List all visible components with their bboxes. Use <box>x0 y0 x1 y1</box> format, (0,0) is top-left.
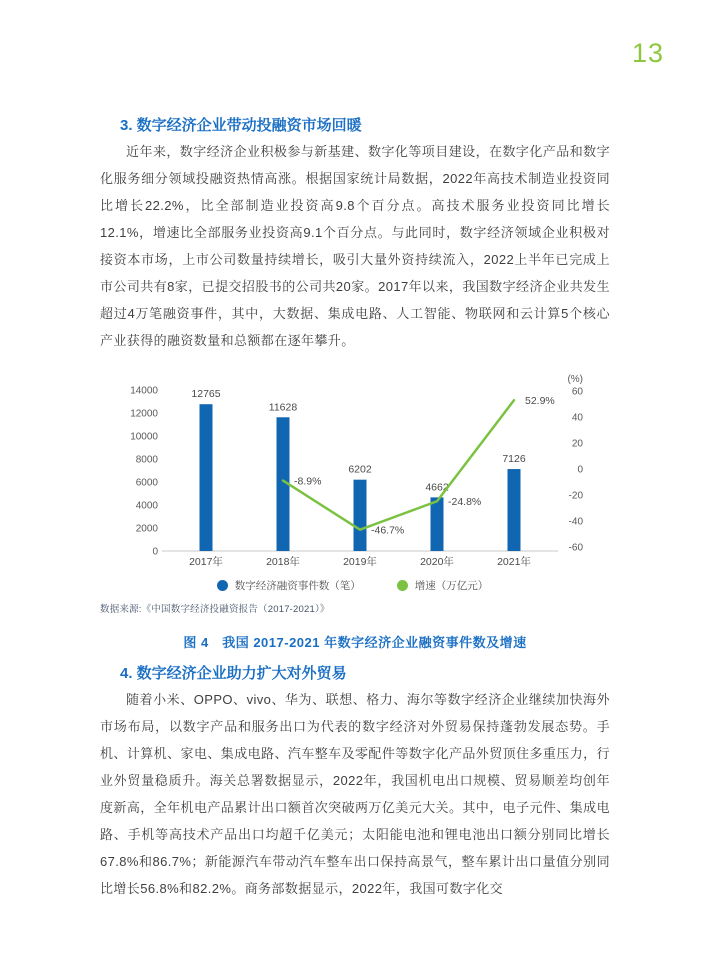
legend-item-line-series <box>397 578 489 593</box>
chart-svg <box>100 372 605 572</box>
svg-text:40: 40 <box>571 412 583 424</box>
funding-events-chart <box>100 372 605 612</box>
svg-text:11628: 11628 <box>268 401 298 414</box>
section-4-paragraph: 随着小米、OPPO、vivo、华为、联想、格力、海尔等数字经济企业继续加快海外市场布局，以数字产品和服务出口为代表的数字经济对外贸易保持蓬勃发展态势。手机、计算机、家电、集成电路、汽车整车及零配件等数字化产品外贸顶住多重压力，行业外贸量稳质升。海关总署数据显示，2022年，我国机电出口规模、贸易顺差均创年度新高，全年机电产品累计出口额首次突破两万亿美元大关。其中，电子元件、集成电路、手机等高技术产品出口均超千亿美元；太阳能电池和锂电池出口额分别同比增长67.8%和86.7%；新能源汽车带动汽车整车出口保持高景气，整车累计出口量值分别同比增长56.8%和82.2%。商务部数据显示，2022年，我国可数字化交 <box>100 692 610 896</box>
svg-text:12765: 12765 <box>191 388 221 401</box>
svg-text:-8.9%: -8.9% <box>294 475 322 488</box>
svg-text:2017年: 2017年 <box>189 556 223 568</box>
svg-text:-46.7%: -46.7% <box>371 524 405 537</box>
svg-text:14000: 14000 <box>130 385 158 397</box>
svg-text:6000: 6000 <box>135 477 158 489</box>
svg-text:52.9%: 52.9% <box>525 395 555 408</box>
svg-text:2020年: 2020年 <box>420 556 454 568</box>
svg-text:8000: 8000 <box>135 454 158 466</box>
svg-text:(%): (%) <box>567 374 583 385</box>
section-3-paragraph: 近年来，数字经济企业积极参与新基建、数字化等项目建设，在数字化产品和数字化服务细分领域投融资热情高涨。根据国家统计局数据，2022年高技术制造业投资同比增长22.2%，比全部制造业投资高9.8个百分点。高技术服务业投资同比增长12.1%，增速比全部服务业投资高9.1个百分点。与此同时，数字经济领域企业积极对接资本市场，上市公司数量持续增长，吸引大量外资持续流入，2022上半年已完成上市公司共有8家，已提交招股书的公司共20家。2017年以来，我国数字经济企业共发生超过4万笔融资事件，其中，大数据、集成电路、人工智能、物联网和云计算5个核心产业获得的融资数量和总额都在逐年攀升。 <box>100 144 610 348</box>
svg-text:2021年: 2021年 <box>497 556 531 568</box>
legend-dot-green <box>397 580 408 591</box>
svg-text:0: 0 <box>152 546 158 558</box>
svg-text:-40: -40 <box>568 516 583 528</box>
svg-text:6202: 6202 <box>348 463 372 476</box>
section-4-heading: 4. 数字经济企业助力扩大对外贸易 <box>120 665 347 682</box>
svg-text:4662: 4662 <box>425 481 449 494</box>
svg-text:2018年: 2018年 <box>266 556 300 568</box>
figure-caption: 图 4 我国 2017-2021 年数字经济企业融资事件数及增速 <box>183 635 527 650</box>
svg-text:2000: 2000 <box>135 523 158 535</box>
legend-item-bar-series <box>217 578 361 593</box>
svg-text:20: 20 <box>571 438 583 450</box>
svg-text:2019年: 2019年 <box>343 556 377 568</box>
svg-text:4000: 4000 <box>135 500 158 512</box>
svg-text:-60: -60 <box>568 542 583 554</box>
svg-text:0: 0 <box>577 464 583 476</box>
page-number: 13 <box>631 38 664 68</box>
svg-text:-20: -20 <box>568 490 583 502</box>
svg-text:10000: 10000 <box>130 431 158 443</box>
section-3-heading: 3. 数字经济企业带动投融资市场回暖 <box>120 117 362 134</box>
data-source-note: 数据来源:《中国数字经济投融资报告（2017-2021）》 <box>100 604 330 615</box>
svg-text:60: 60 <box>571 386 583 398</box>
svg-text:7126: 7126 <box>502 453 526 466</box>
legend-label-bar-series: 数字经济融资事件数（笔） <box>234 580 361 592</box>
legend-dot-blue <box>217 580 228 591</box>
svg-text:-24.8%: -24.8% <box>448 496 482 509</box>
svg-text:12000: 12000 <box>130 408 158 420</box>
chart-legend <box>100 578 605 593</box>
legend-label-line-series: 增速（万亿元） <box>414 580 489 592</box>
